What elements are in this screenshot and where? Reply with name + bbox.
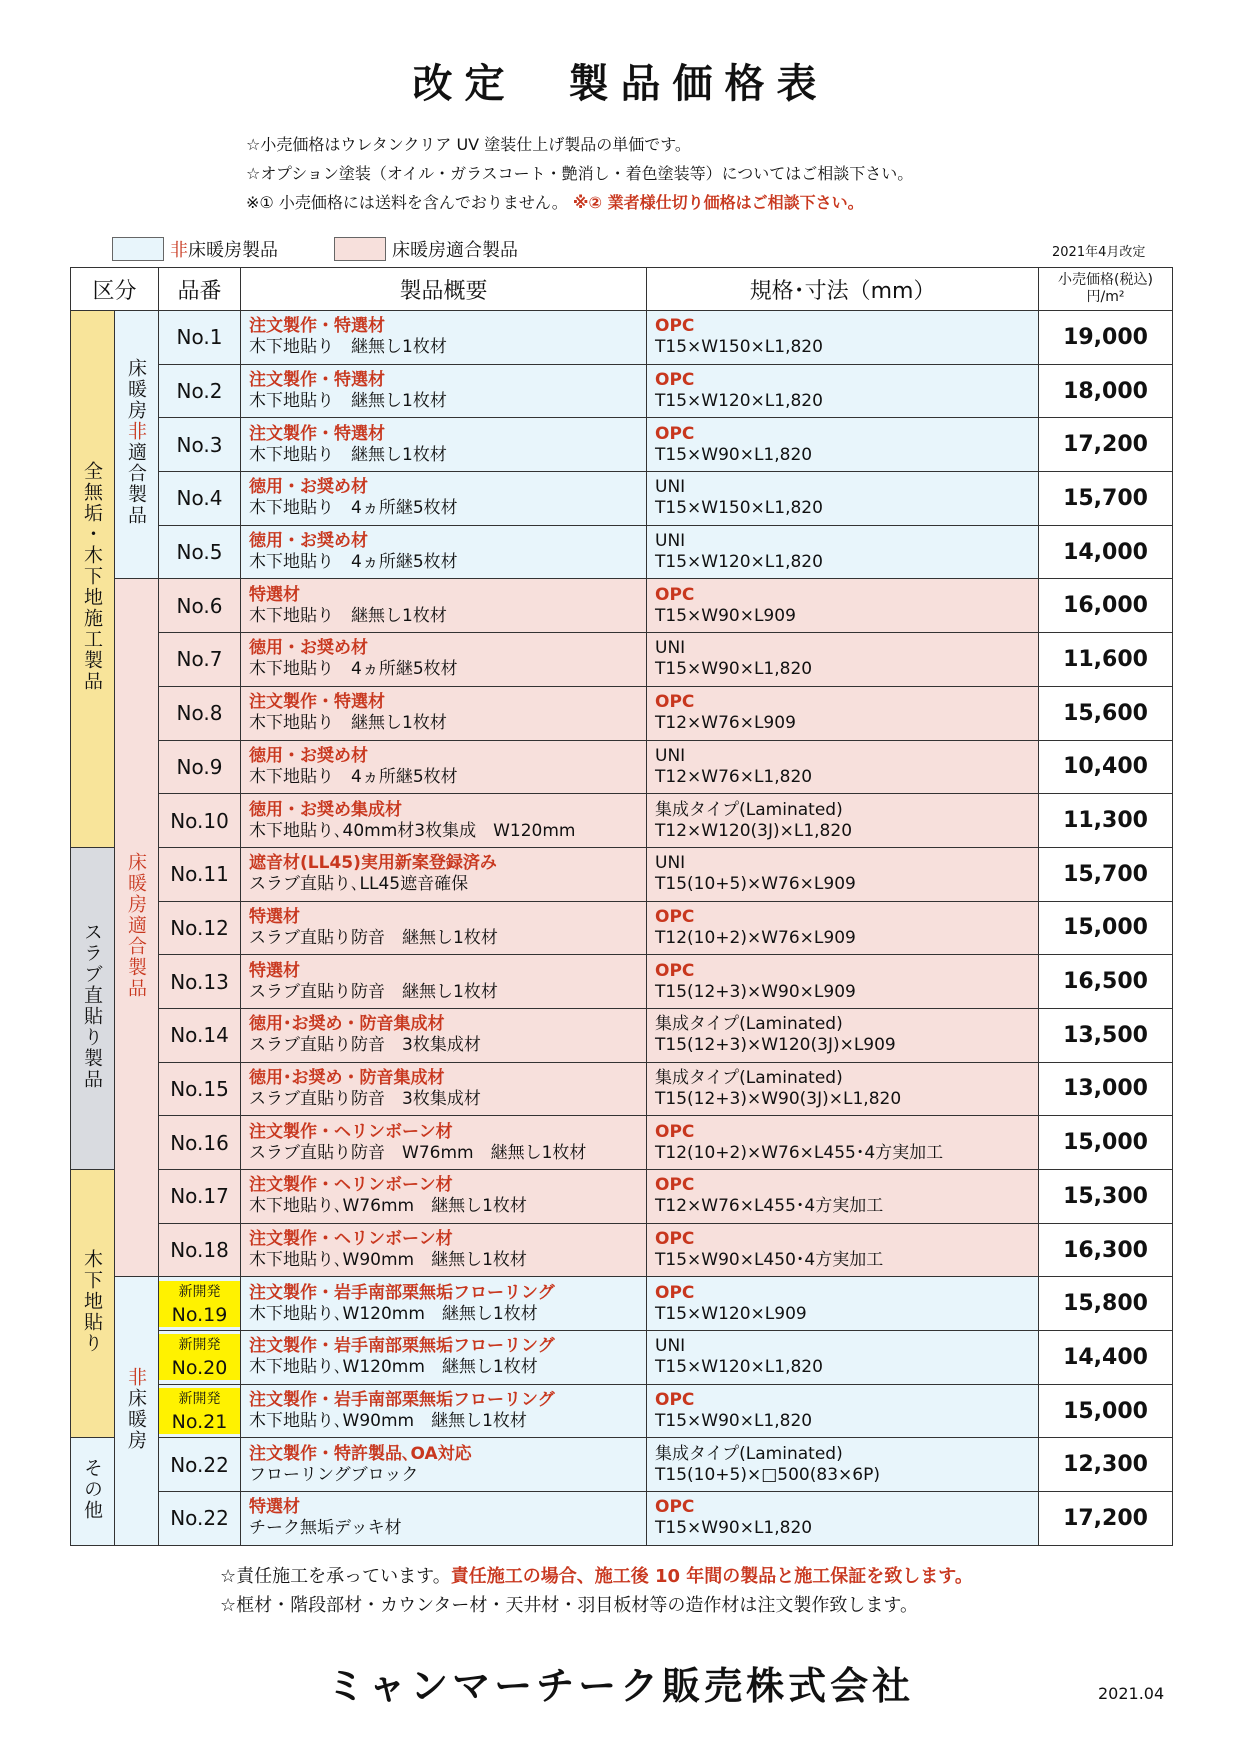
product-spec: UNI T15×W150×L1,820 <box>647 472 1039 526</box>
product-number: No.12 <box>159 901 241 955</box>
table-row <box>71 847 1173 901</box>
table-row <box>71 364 1173 418</box>
product-number: No.22 <box>159 1438 241 1492</box>
table-row <box>71 1384 1173 1438</box>
note-3 <box>246 188 913 217</box>
product-price: 16,500 <box>1039 955 1173 1009</box>
table-row <box>71 579 1173 633</box>
product-spec: OPC T12(10+2)×W76×L455･4方実加工 <box>647 1116 1039 1170</box>
product-number: No.6 <box>159 579 241 633</box>
table-row <box>71 1062 1173 1116</box>
product-summary: 特選材 スラブ直貼り防音 継無し1枚材 <box>241 955 647 1009</box>
table-row <box>71 1492 1173 1546</box>
product-price: 16,000 <box>1039 579 1173 633</box>
footnote-1: ☆責任施工を承っています。責任施工の場合、施工後 10 年間の製品と施工保証を致します。 <box>220 1566 973 1587</box>
product-number: No.9 <box>159 740 241 794</box>
table-row <box>71 418 1173 472</box>
table-row <box>71 633 1173 687</box>
product-spec: UNI T12×W76×L1,820 <box>647 740 1039 794</box>
page-title: 改定 製品価格表 <box>412 61 829 107</box>
table-row <box>71 1008 1173 1062</box>
product-number: No.11 <box>159 847 241 901</box>
product-number: No.10 <box>159 794 241 848</box>
header-spec: 規格･寸法（mm） <box>647 268 1039 311</box>
product-price: 15,000 <box>1039 1116 1173 1170</box>
table-row <box>71 1170 1173 1224</box>
product-spec: OPC T12(10+2)×W76×L909 <box>647 901 1039 955</box>
product-spec: UNI T15×W90×L1,820 <box>647 633 1039 687</box>
table-row <box>71 472 1173 526</box>
product-summary: 特選材 チーク無垢デッキ材 <box>241 1492 647 1546</box>
revision-date: 2021年4月改定 <box>1052 245 1146 260</box>
table-row <box>71 740 1173 794</box>
product-spec: OPC T12×W76×L455･4方実加工 <box>647 1170 1039 1224</box>
product-summary: 注文製作・岩手南部栗無垢フローリング 木下地貼り､W120mm 継無し1枚材 <box>241 1331 647 1385</box>
product-spec: 集成タイプ(Laminated) T15(12+3)×W90(3J)×L1,820 <box>647 1062 1039 1116</box>
product-price: 15,300 <box>1039 1170 1173 1224</box>
product-number: No.16 <box>159 1116 241 1170</box>
product-spec: OPC T15×W150×L1,820 <box>647 311 1039 365</box>
table-row <box>71 686 1173 740</box>
product-number: No.4 <box>159 472 241 526</box>
product-spec: OPC T15×W90×L1,820 <box>647 418 1039 472</box>
product-price: 15,600 <box>1039 686 1173 740</box>
product-summary: 注文製作・特選材 木下地貼り 継無し1枚材 <box>241 311 647 365</box>
product-number: No.3 <box>159 418 241 472</box>
product-price: 15,700 <box>1039 847 1173 901</box>
product-spec: 集成タイプ(Laminated) T12×W120(3J)×L1,820 <box>647 794 1039 848</box>
product-price: 18,000 <box>1039 364 1173 418</box>
product-price: 15,800 <box>1039 1277 1173 1331</box>
subcategory-cell: 床暖房適合製品 <box>115 579 159 1277</box>
product-spec: OPC T15(12+3)×W90×L909 <box>647 955 1039 1009</box>
notes <box>246 130 913 217</box>
product-number: 新開発 No.19 <box>159 1277 241 1331</box>
table-row <box>71 1223 1173 1277</box>
product-price: 19,000 <box>1039 311 1173 365</box>
product-summary: 注文製作・ヘリンボーン材 木下地貼り､W90mm 継無し1枚材 <box>241 1223 647 1277</box>
table-row <box>71 525 1173 579</box>
product-summary: 徳用・お奨め材 木下地貼り 4ヵ所継5枚材 <box>241 472 647 526</box>
header-summary: 製品概要 <box>241 268 647 311</box>
table-row <box>71 1331 1173 1385</box>
note-1: ☆小売価格はウレタンクリア UV 塗装仕上げ製品の単価です。 <box>246 135 691 154</box>
product-summary: 注文製作・特選材 木下地貼り 継無し1枚材 <box>241 686 647 740</box>
header-number: 品番 <box>159 268 241 311</box>
product-summary: 注文製作・特選材 木下地貼り 継無し1枚材 <box>241 364 647 418</box>
product-number: 新開発 No.20 <box>159 1331 241 1385</box>
product-summary: 徳用・お奨め材 木下地貼り 4ヵ所継5枚材 <box>241 525 647 579</box>
product-number: No.17 <box>159 1170 241 1224</box>
product-price: 17,200 <box>1039 1492 1173 1546</box>
product-price: 13,500 <box>1039 1008 1173 1062</box>
product-price: 15,000 <box>1039 901 1173 955</box>
category-cell: 木下地貼り <box>71 1170 115 1438</box>
product-price: 14,000 <box>1039 525 1173 579</box>
product-price: 10,400 <box>1039 740 1173 794</box>
category-cell: スラブ直貼り製品 <box>71 847 115 1169</box>
product-price: 14,400 <box>1039 1331 1173 1385</box>
product-summary: 徳用･お奨め・防音集成材 スラブ直貼り防音 3枚集成材 <box>241 1008 647 1062</box>
category-cell: その他 <box>71 1438 115 1545</box>
product-spec: OPC T15×W120×L909 <box>647 1277 1039 1331</box>
product-summary: 特選材 木下地貼り 継無し1枚材 <box>241 579 647 633</box>
product-summary: 徳用･お奨め・防音集成材 スラブ直貼り防音 3枚集成材 <box>241 1062 647 1116</box>
table-row <box>71 311 1173 365</box>
product-spec: UNI T15(10+5)×W76×L909 <box>647 847 1039 901</box>
product-summary: 注文製作・特選材 木下地貼り 継無し1枚材 <box>241 418 647 472</box>
product-number: No.1 <box>159 311 241 365</box>
table-row <box>71 794 1173 848</box>
table-row <box>71 955 1173 1009</box>
product-spec: 集成タイプ(Laminated) T15(10+5)×□500(83×6P) <box>647 1438 1039 1492</box>
product-number: No.5 <box>159 525 241 579</box>
product-spec: 集成タイプ(Laminated) T15(12+3)×W120(3J)×L909 <box>647 1008 1039 1062</box>
product-number: No.14 <box>159 1008 241 1062</box>
product-number: No.13 <box>159 955 241 1009</box>
footnotes <box>220 1562 973 1620</box>
price-table <box>70 267 1173 1546</box>
product-price: 15,700 <box>1039 472 1173 526</box>
table-row <box>71 1277 1173 1331</box>
product-summary: 徳用・お奨め材 木下地貼り 4ヵ所継5枚材 <box>241 633 647 687</box>
product-price: 16,300 <box>1039 1223 1173 1277</box>
product-price: 11,300 <box>1039 794 1173 848</box>
product-price: 13,000 <box>1039 1062 1173 1116</box>
product-number: No.22 <box>159 1492 241 1546</box>
product-price: 15,000 <box>1039 1384 1173 1438</box>
subcategory-cell: 非床暖房 <box>115 1277 159 1545</box>
note-2: ☆オプション塗装（オイル・ガラスコート・艶消し・着色塗装等）についてはご相談下さい。 <box>246 164 914 183</box>
subcategory-cell: 床暖房非適合製品 <box>115 311 159 579</box>
table-row <box>71 901 1173 955</box>
legend <box>112 236 574 262</box>
product-spec: OPC T12×W76×L909 <box>647 686 1039 740</box>
product-price: 17,200 <box>1039 418 1173 472</box>
table-row <box>71 1116 1173 1170</box>
product-summary: 徳用・お奨め集成材 木下地貼り､40mm材3枚集成 W120mm <box>241 794 647 848</box>
footnote-2: ☆框材・階段部材・カウンター材・天井材・羽目板材等の造作材は注文製作致します。 <box>220 1595 918 1616</box>
product-spec: OPC T15×W90×L909 <box>647 579 1039 633</box>
product-number: 新開発 No.21 <box>159 1384 241 1438</box>
product-number: No.8 <box>159 686 241 740</box>
product-summary: 注文製作・岩手南部栗無垢フローリング 木下地貼り､W90mm 継無し1枚材 <box>241 1384 647 1438</box>
category-cell: 全無垢・木下地施工製品 <box>71 311 115 848</box>
product-spec: UNI T15×W120×L1,820 <box>647 525 1039 579</box>
product-number: No.7 <box>159 633 241 687</box>
product-summary: 遮音材(LL45)実用新案登録済み スラブ直貼り､LL45遮音確保 <box>241 847 647 901</box>
table-row <box>71 1438 1173 1492</box>
product-summary: 徳用・お奨め材 木下地貼り 4ヵ所継5枚材 <box>241 740 647 794</box>
legend-nonheat-label: 非床暖房製品 <box>170 240 278 261</box>
legend-heat-swatch <box>334 237 386 261</box>
product-spec: OPC T15×W90×L450･4方実加工 <box>647 1223 1039 1277</box>
table-header <box>71 268 1173 311</box>
product-price: 12,300 <box>1039 1438 1173 1492</box>
product-summary: 特選材 スラブ直貼り防音 継無し1枚材 <box>241 901 647 955</box>
company-name: ミャンマーチーク販売株式会社 <box>326 1664 915 1708</box>
product-price: 11,600 <box>1039 633 1173 687</box>
product-number: No.18 <box>159 1223 241 1277</box>
header-price: 小売価格(税込) 円/m² <box>1039 268 1173 311</box>
product-summary: 注文製作・ヘリンボーン材 スラブ直貼り防音 W76mm 継無し1枚材 <box>241 1116 647 1170</box>
note-3-shipping: ※① 小売価格には送料を含んでおりません。 <box>246 193 568 212</box>
legend-nonheat-swatch <box>112 237 164 261</box>
legend-heat-label: 床暖房適合製品 <box>392 240 518 261</box>
product-summary: 注文製作・ヘリンボーン材 木下地貼り､W76mm 継無し1枚材 <box>241 1170 647 1224</box>
product-spec: UNI T15×W120×L1,820 <box>647 1331 1039 1385</box>
product-summary: 注文製作・岩手南部栗無垢フローリング 木下地貼り､W120mm 継無し1枚材 <box>241 1277 647 1331</box>
header-category: 区分 <box>71 268 159 311</box>
product-spec: OPC T15×W90×L1,820 <box>647 1384 1039 1438</box>
product-summary: 注文製作・特許製品､OA対応 フローリングブロック <box>241 1438 647 1492</box>
product-spec: OPC T15×W120×L1,820 <box>647 364 1039 418</box>
product-number: No.2 <box>159 364 241 418</box>
product-spec: OPC T15×W90×L1,820 <box>647 1492 1039 1546</box>
footer-date: 2021.04 <box>1098 1684 1165 1703</box>
note-3-dealer: ※② 業者様仕切り価格はご相談下さい。 <box>572 193 864 212</box>
product-number: No.15 <box>159 1062 241 1116</box>
